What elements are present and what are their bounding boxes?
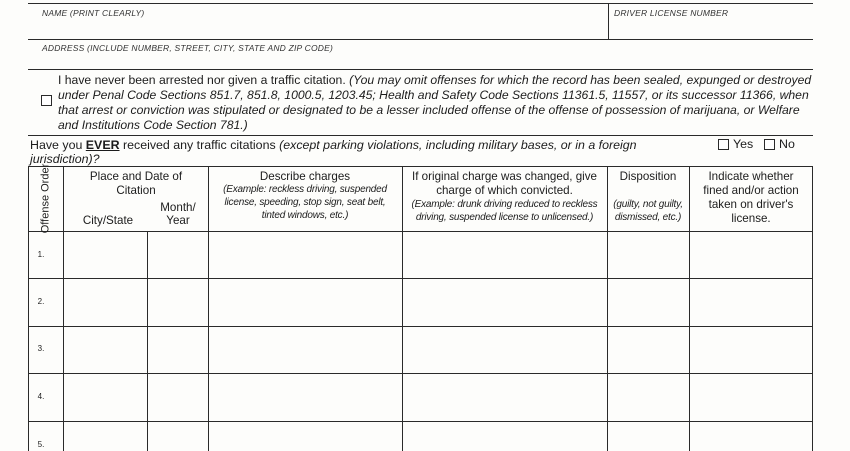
header-month: Month/ (160, 201, 196, 214)
header-changed-2: charge of which convicted. (436, 184, 573, 197)
header-citystate: City/State (82, 214, 134, 227)
never-arrested-omit: (You may omit offenses for which the record has been sealed, expunged or destroyed (345, 73, 812, 87)
header-place-1: Place and Date of (89, 170, 183, 183)
row-5-charges-cell[interactable] (209, 422, 402, 451)
header-disposition: Disposition (619, 170, 677, 183)
never-arrested-line4: and Institutions Code Section 781.) (58, 118, 248, 132)
header-disposition-ex2: dismissed, etc.) (614, 212, 682, 223)
address-field[interactable] (40, 53, 810, 67)
header-changed-ex1: (Example: drunk driving reduced to reckless (411, 199, 598, 210)
header-charges-ex1: (Example: reckless driving, suspended (223, 184, 387, 195)
header-indicate-4: license. (731, 212, 771, 225)
no-checkbox[interactable] (764, 139, 775, 150)
row-1-citystate-cell[interactable] (64, 232, 147, 278)
row-3-citystate-cell[interactable] (64, 327, 147, 373)
row-number: 4. (37, 392, 45, 401)
question-italic: (except parking violations, including military bases, or in a foreign (279, 138, 637, 152)
question-prefix: Have you (30, 138, 86, 152)
col-border-left (28, 166, 29, 451)
row-3-charges-cell[interactable] (209, 327, 402, 373)
header-disposition-ex1: (guilty, not guilty, (613, 199, 683, 210)
never-arrested-line3: that arrest or conviction was stipulated or designated to be a lesser included offense of the offense of possession of marijuana, or Welfare (58, 103, 800, 117)
row-3-date-cell[interactable] (148, 327, 208, 373)
header-charges-title: Describe charges (259, 170, 351, 183)
yes-checkbox[interactable] (718, 139, 729, 150)
yes-label: Yes (733, 137, 754, 151)
row-5-disposition-cell[interactable] (608, 422, 689, 451)
row-4-date-cell[interactable] (148, 374, 208, 421)
header-charges-ex2: license, speeding, stop sign, seat belt, (224, 197, 386, 208)
header-changed-1: If original charge was changed, give (412, 170, 597, 183)
row-4-charges-cell[interactable] (209, 374, 402, 421)
question-jurisdiction: jurisdiction)? (30, 152, 100, 166)
header-indicate-2: fined and/or action (703, 184, 799, 197)
no-label: No (779, 137, 795, 151)
name-label: NAME (PRINT CLEARLY) (42, 8, 145, 18)
row-1-action-cell[interactable] (690, 232, 812, 278)
row-1-date-cell[interactable] (148, 232, 208, 278)
row-5-citystate-cell[interactable] (64, 422, 147, 451)
header-changed-ex2: driving, suspended license to unlicensed.) (415, 212, 594, 223)
license-label: DRIVER LICENSE NUMBER (614, 8, 729, 18)
never-arrested-line1 (58, 73, 828, 88)
never-arrested-line2: under Penal Code Sections 851.7, 851.8, 1000.5, 1203.45; Health and Safety Code Sections 11361.5, 11557, or its successor 11366, when (58, 88, 809, 102)
row-5-action-cell[interactable] (690, 422, 812, 451)
row-2-charges-cell[interactable] (209, 279, 402, 326)
never-arrested-checkbox[interactable] (41, 95, 52, 106)
question-ever: EVER (85, 138, 120, 152)
row-2-citystate-cell[interactable] (64, 279, 147, 326)
row-2-action-cell[interactable] (690, 279, 812, 326)
header-indicate-3: taken on driver's (708, 198, 794, 211)
row-1-changed-cell[interactable] (403, 232, 607, 278)
row-2-disposition-cell[interactable] (608, 279, 689, 326)
question-mid: received any traffic citations (119, 138, 280, 152)
name-field[interactable] (40, 18, 605, 36)
address-label: ADDRESS (INCLUDE NUMBER, STREET, CITY, STATE AND ZIP CODE) (42, 43, 334, 53)
address-row-bottom (28, 69, 813, 70)
header-offense-order: Offense Order (39, 163, 52, 234)
name-row-bottom (28, 39, 813, 40)
header-year: Year (166, 214, 190, 227)
row-number: 2. (37, 297, 45, 306)
row-5-changed-cell[interactable] (403, 422, 607, 451)
row-5-date-cell[interactable] (148, 422, 208, 451)
row-4-citystate-cell[interactable] (64, 374, 147, 421)
never-arrested-lead: I have never been arrested nor given a traffic citation. (58, 73, 346, 87)
row-1-charges-cell[interactable] (209, 232, 402, 278)
row-3-action-cell[interactable] (690, 327, 812, 373)
row-2-date-cell[interactable] (148, 279, 208, 326)
row-4-action-cell[interactable] (690, 374, 812, 421)
row-number: 3. (37, 344, 45, 353)
traffic-citation-question (30, 138, 670, 152)
row-4-disposition-cell[interactable] (608, 374, 689, 421)
table-top (28, 166, 813, 167)
license-field[interactable] (612, 18, 810, 36)
row-number: 1. (37, 250, 45, 259)
row-4-changed-cell[interactable] (403, 374, 607, 421)
row-number: 5. (37, 440, 45, 449)
row-3-disposition-cell[interactable] (608, 327, 689, 373)
row-1-disposition-cell[interactable] (608, 232, 689, 278)
col-border-right (812, 166, 813, 451)
statement-bottom (28, 135, 813, 136)
header-charges-ex3: tinted windows, etc.) (261, 210, 349, 221)
row-3-changed-cell[interactable] (403, 327, 607, 373)
name-license-divider (608, 3, 609, 39)
row-2-changed-cell[interactable] (403, 279, 607, 326)
header-place-2: Citation (116, 184, 156, 197)
top-border (28, 3, 813, 4)
header-indicate-1: Indicate whether (708, 170, 794, 183)
